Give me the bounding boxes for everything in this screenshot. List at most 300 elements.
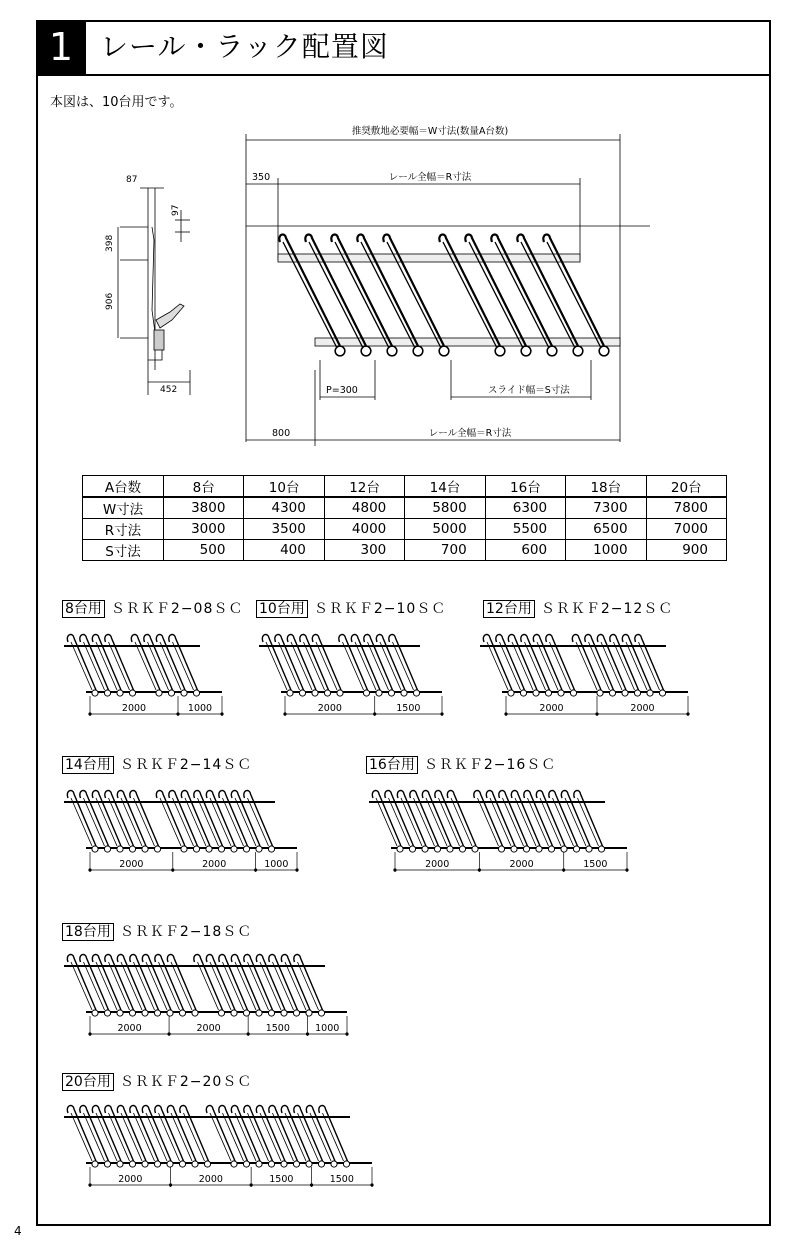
rack-arm-inner <box>184 1113 205 1161</box>
spec-header-cell: 8台 <box>164 476 244 498</box>
rack-bolt <box>318 1010 324 1016</box>
rack-bolt <box>536 846 542 852</box>
mini-dim-dot <box>686 712 689 715</box>
rack-arm-inner <box>601 642 622 690</box>
rack-bolt <box>168 690 174 696</box>
model-label-8 <box>62 598 243 618</box>
mini-dim-dot <box>167 1032 170 1035</box>
mini-dim-dot <box>295 868 298 871</box>
rack-bolt <box>508 690 514 696</box>
rack-arm-inner <box>160 642 181 690</box>
model-label-18 <box>62 921 252 941</box>
rack-arm-inner <box>109 642 130 690</box>
spec-cell: 7800 <box>646 497 726 519</box>
rack-arm-inner <box>71 642 92 690</box>
rack-bolt <box>299 690 305 696</box>
rack-arm-inner <box>414 798 435 846</box>
rack-arm-inner <box>96 642 117 690</box>
rack-arm-inner <box>235 1113 256 1161</box>
mini-dim-label: 2000 <box>539 703 564 714</box>
spec-cell: 7300 <box>566 497 646 519</box>
rack-bolt <box>117 1161 123 1167</box>
side-dim-97: 97 <box>171 204 181 216</box>
mini-dim-dot <box>504 712 507 715</box>
spec-table <box>82 475 727 561</box>
rack-bolt <box>520 690 526 696</box>
rack-arm-inner <box>223 798 244 846</box>
spec-header-cell: 12台 <box>324 476 404 498</box>
rack-bolt <box>92 846 98 852</box>
side-dim-906: 906 <box>105 292 115 310</box>
rack-arm-inner <box>565 798 586 846</box>
model-diagram-14 <box>60 778 350 886</box>
spec-row-w <box>83 497 727 519</box>
rack-arm-inner <box>109 1113 130 1161</box>
spec-header-cell: 18台 <box>566 476 646 498</box>
rack-bolt <box>293 1010 299 1016</box>
rack-bolt <box>104 1010 110 1016</box>
rack-bolt <box>570 690 576 696</box>
rack-bolt <box>154 846 160 852</box>
mini-dim-label: 1000 <box>315 1023 340 1034</box>
mini-dim-dot <box>283 712 286 715</box>
rack-arm-inner <box>96 962 117 1010</box>
rack-bolt <box>609 690 615 696</box>
rack-arm-inner <box>273 962 294 1010</box>
mini-dim-dot <box>625 868 628 871</box>
rack-bolt <box>231 1010 237 1016</box>
rack-arm-inner <box>71 962 92 1010</box>
rack-bolt <box>521 346 531 356</box>
rack-bolt <box>204 1161 210 1167</box>
rack-arm-inner <box>279 642 300 690</box>
mini-dim-label: 2000 <box>119 859 144 870</box>
rack-bolt <box>343 1161 349 1167</box>
main-rail-label-upper: レール全幅＝R寸法 <box>388 172 472 183</box>
model-count: 10台用 <box>256 600 308 618</box>
rack-arm-inner <box>71 1113 92 1161</box>
rack-arm-inner <box>578 798 599 846</box>
mini-dim-label: 2000 <box>196 1023 221 1034</box>
rack-bolt <box>388 690 394 696</box>
rack-bolt <box>533 690 539 696</box>
rack-arm-inner <box>173 642 194 690</box>
rack-bolt <box>647 690 653 696</box>
rack-bolt <box>306 1161 312 1167</box>
rack-bolt <box>167 1010 173 1016</box>
rack-bolt <box>318 1161 324 1167</box>
rack-bolt <box>218 846 224 852</box>
mini-dim-dot <box>169 1183 172 1186</box>
rack-arm-inner <box>210 1113 231 1161</box>
rack-bolt <box>598 846 604 852</box>
rack-bolt <box>363 690 369 696</box>
spec-cell: 700 <box>405 540 485 561</box>
side-dim-452: 452 <box>160 385 178 395</box>
rack-bolt <box>117 846 123 852</box>
rack-bolt <box>129 1161 135 1167</box>
rack-arm-inner <box>380 642 401 690</box>
rack-arm-inner <box>121 798 142 846</box>
spec-cell: 3800 <box>164 497 244 519</box>
mini-dim-dot <box>88 712 91 715</box>
main-offset-lower: 800 <box>272 428 291 439</box>
model-diagram-12 <box>476 622 716 730</box>
rack-bolt <box>104 846 110 852</box>
rack-bolt <box>634 690 640 696</box>
rack-bolt <box>397 846 403 852</box>
mini-dim-label: 1500 <box>265 1023 290 1034</box>
rack-bolt <box>142 846 148 852</box>
rack-arm-inner <box>171 1113 192 1161</box>
rack-bolt <box>409 846 415 852</box>
rack-arm-inner <box>503 798 524 846</box>
rack-arm-inner <box>146 962 167 1010</box>
rack-bolt <box>324 690 330 696</box>
rack-arm-inner <box>198 798 219 846</box>
rack-arm-inner <box>355 642 376 690</box>
rack-bolt <box>129 690 135 696</box>
rack-bolt <box>511 846 517 852</box>
spec-cell: 4000 <box>324 519 404 540</box>
side-dim-87: 87 <box>126 175 138 185</box>
rack-bolt <box>498 846 504 852</box>
model-label-16 <box>366 754 556 774</box>
rack-arm-inner <box>487 642 508 690</box>
rack-bolt <box>376 690 382 696</box>
rack-bolt <box>167 1161 173 1167</box>
rack-arm-inner <box>368 642 389 690</box>
section-number: 1 <box>36 20 86 74</box>
model-label-20 <box>62 1071 252 1091</box>
rack-bolt <box>439 346 449 356</box>
model-code: ＳＲＫＦ2−08ＳＣ <box>110 601 244 617</box>
section-title: レール・ラック配置図 <box>100 30 389 63</box>
mini-dim-dot <box>373 712 376 715</box>
rack-arm-inner <box>639 642 660 690</box>
rack-arm-inner <box>298 1113 319 1161</box>
rack-bolt <box>243 1161 249 1167</box>
rack-bolt <box>287 690 293 696</box>
rack-bolt <box>192 1161 198 1167</box>
model-diagram-18 <box>60 942 430 1050</box>
spec-row-s <box>83 540 727 561</box>
rack-arm-inner <box>439 798 460 846</box>
rack-bolt <box>459 846 465 852</box>
mini-dim-dot <box>562 868 565 871</box>
spec-header-cell: 20台 <box>646 476 726 498</box>
rack-arm-inner <box>285 1113 306 1161</box>
rack-arm-inner <box>134 1113 155 1161</box>
rack-bolt <box>361 346 371 356</box>
model-count: 14台用 <box>62 756 114 774</box>
rack-bolt <box>597 690 603 696</box>
rack-bolt <box>573 846 579 852</box>
rack-bolt <box>181 690 187 696</box>
rack-bolt <box>268 1161 274 1167</box>
rack-bolt <box>129 846 135 852</box>
mini-dim-dot <box>171 868 174 871</box>
rack-arm-inner <box>500 642 521 690</box>
rack-arm-inner <box>614 642 635 690</box>
model-code: ＳＲＫＦ2−18ＳＣ <box>119 924 253 940</box>
rack-arm-inner <box>537 642 558 690</box>
model-label-10 <box>256 598 446 618</box>
rack-arm-inner <box>389 798 410 846</box>
rack-arm-inner <box>248 1113 269 1161</box>
rack-bolt <box>268 1010 274 1016</box>
rack-arm-inner <box>451 798 472 846</box>
rack-bolt <box>243 846 249 852</box>
mini-dim-dot <box>306 1032 309 1035</box>
rack-bolt <box>472 846 478 852</box>
mini-dim-label: 2000 <box>198 1174 223 1185</box>
rack-arm-inner <box>478 798 499 846</box>
rack-arm-inner <box>84 642 105 690</box>
rack-arm-inner <box>223 962 244 1010</box>
rack-arm-inner <box>576 642 597 690</box>
model-count: 18台用 <box>62 923 114 941</box>
rack-arm-inner <box>426 798 447 846</box>
rack-bolt <box>561 846 567 852</box>
rack-arm-inner <box>84 798 105 846</box>
rack-bolt <box>331 1161 337 1167</box>
rack-arm-inner <box>553 798 574 846</box>
spec-cell: 5800 <box>405 497 485 519</box>
mini-dim-dot <box>220 712 223 715</box>
mini-dim-dot <box>440 712 443 715</box>
page-number: 4 <box>14 1224 22 1238</box>
rack-arm-inner <box>109 798 130 846</box>
rack-arm-inner <box>393 642 414 690</box>
rack-bolt <box>179 1010 185 1016</box>
rack-arm-inner <box>323 1113 344 1161</box>
rack-arm-inner <box>159 962 180 1010</box>
rack-bolt <box>337 690 343 696</box>
rack-arm-inner <box>304 642 325 690</box>
rack-arm-inner <box>134 798 155 846</box>
rack-bolt <box>117 1010 123 1016</box>
rack-arm-inner <box>291 642 312 690</box>
rack-bolt <box>117 690 123 696</box>
rack-arm-inner <box>235 962 256 1010</box>
rack-arm-inner <box>223 1113 244 1161</box>
rack-bolt <box>545 690 551 696</box>
rack-arm-inner <box>159 1113 180 1161</box>
rack-arm-inner <box>401 798 422 846</box>
spec-cell: 600 <box>485 540 565 561</box>
rack-arm-inner <box>515 798 536 846</box>
rack-arm-inner <box>210 798 231 846</box>
mini-dim-dot <box>250 1183 253 1186</box>
mini-dim-dot <box>88 868 91 871</box>
rack-arm-inner <box>160 798 181 846</box>
rack-bolt <box>413 690 419 696</box>
spec-cell: 3500 <box>244 519 324 540</box>
mini-dim-label: 2000 <box>509 859 534 870</box>
model-count: 8台用 <box>62 600 105 618</box>
model-diagram-10 <box>255 622 470 730</box>
rack-bolt <box>104 1161 110 1167</box>
rack-bolt <box>129 1010 135 1016</box>
mini-dim-label: 1500 <box>269 1174 294 1185</box>
rack-bolt <box>192 1010 198 1016</box>
rack-bolt <box>193 846 199 852</box>
rack-bolt <box>281 1161 287 1167</box>
mini-dim-label: 2000 <box>425 859 450 870</box>
model-diagram-16 <box>365 778 680 886</box>
rack-arm-inner <box>121 1113 142 1161</box>
rack-bolt <box>193 690 199 696</box>
rack-bolt <box>92 690 98 696</box>
model-diagram-20 <box>60 1093 430 1201</box>
main-pitch-label: P=300 <box>326 385 358 396</box>
mini-dim-dot <box>345 1032 348 1035</box>
rack-arm-inner <box>71 798 92 846</box>
model-code: ＳＲＫＦ2−12ＳＣ <box>540 601 674 617</box>
rack-bolt <box>659 690 665 696</box>
side-dim-398: 398 <box>105 234 115 252</box>
rack-bolt <box>422 846 428 852</box>
spec-row-r <box>83 519 727 540</box>
mini-dim-label: 1500 <box>583 859 608 870</box>
rack-bolt <box>206 846 212 852</box>
spec-cell: 4300 <box>244 497 324 519</box>
rack-arm-inner <box>298 962 319 1010</box>
spec-row-label: W寸法 <box>83 497 164 519</box>
spec-cell: 5000 <box>405 519 485 540</box>
spec-header-row <box>83 476 727 498</box>
rack-bolt <box>104 690 110 696</box>
spec-cell: 3000 <box>164 519 244 540</box>
rack-arm-inner <box>173 798 194 846</box>
mini-dim-dot <box>370 1183 373 1186</box>
mini-dim-label: 2000 <box>117 1023 142 1034</box>
spec-cell: 6500 <box>566 519 646 540</box>
rack-arm-inner <box>512 642 533 690</box>
rack-arm-inner <box>248 962 269 1010</box>
mini-dim-label: 2000 <box>202 859 227 870</box>
mini-dim-dot <box>176 712 179 715</box>
rack-bolt <box>306 1010 312 1016</box>
rack-arm-inner <box>185 798 206 846</box>
rack-bolt <box>335 346 345 356</box>
rack-bolt <box>179 1161 185 1167</box>
rack-bolt <box>156 690 162 696</box>
spec-cell: 300 <box>324 540 404 561</box>
rack-bolt <box>413 346 423 356</box>
mini-dim-label: 2000 <box>118 1174 143 1185</box>
mini-dim-dot <box>478 868 481 871</box>
intro-text: 本図は、10台用です。 <box>50 95 183 110</box>
mini-dim-dot <box>595 712 598 715</box>
rack-arm-inner <box>343 642 364 690</box>
rack-bolt <box>447 846 453 852</box>
rack-arm-inner <box>540 798 561 846</box>
model-diagram-8 <box>60 622 250 730</box>
mini-dim-dot <box>88 1183 91 1186</box>
rack-bolt <box>293 1161 299 1167</box>
mini-dim-label: 1000 <box>264 859 289 870</box>
rack-arm-inner <box>146 1113 167 1161</box>
main-rail-label-lower: レール全幅＝R寸法 <box>428 428 512 439</box>
rack-arm-inner <box>134 962 155 1010</box>
rack-bolt <box>231 1161 237 1167</box>
main-plan-diagram <box>230 120 660 450</box>
mini-dim-dot <box>247 1032 250 1035</box>
rack-arm-inner <box>96 1113 117 1161</box>
rack-arm-inner <box>210 962 231 1010</box>
rack-bolt <box>256 1010 262 1016</box>
rack-arm-inner <box>316 642 337 690</box>
rack-bolt <box>599 346 609 356</box>
spec-cell: 5500 <box>485 519 565 540</box>
spec-header-cell: 10台 <box>244 476 324 498</box>
rack-arm-inner <box>198 962 219 1010</box>
rack-arm-inner <box>310 1113 331 1161</box>
mini-dim-dot <box>310 1183 313 1186</box>
rack-bolt <box>523 846 529 852</box>
rack-bolt <box>256 1161 262 1167</box>
rack-arm-inner <box>260 962 281 1010</box>
rack-arm-inner <box>550 642 571 690</box>
rack-bolt <box>434 846 440 852</box>
section-header <box>36 20 771 76</box>
spec-cell: 1000 <box>566 540 646 561</box>
main-top-label: 推奨敷地必要幅＝W寸法(数量A台数) <box>351 126 509 137</box>
spec-header-cell: A台数 <box>83 476 164 498</box>
rack-bolt <box>548 846 554 852</box>
spec-header-cell: 14台 <box>405 476 485 498</box>
model-label-12 <box>483 598 673 618</box>
rack-bolt <box>256 846 262 852</box>
model-code: ＳＲＫＦ2−20ＳＣ <box>119 1074 253 1090</box>
mini-dim-dot <box>393 868 396 871</box>
side-view-diagram <box>100 170 200 400</box>
model-count: 20台用 <box>62 1073 114 1091</box>
rack-bolt <box>387 346 397 356</box>
rack-bolt <box>573 346 583 356</box>
mini-dim-label: 2000 <box>630 703 655 714</box>
spec-row-label: S寸法 <box>83 540 164 561</box>
mini-dim-label: 2000 <box>317 703 342 714</box>
rack-arm-inner <box>525 642 546 690</box>
rack-bolt <box>218 1010 224 1016</box>
rack-bolt <box>142 1010 148 1016</box>
rack-bolt <box>622 690 628 696</box>
rack-arm-inner <box>248 798 269 846</box>
spec-cell: 4800 <box>324 497 404 519</box>
rack-arm-inner <box>235 798 256 846</box>
rack-bolt <box>142 1161 148 1167</box>
mini-dim-label: 1500 <box>396 703 421 714</box>
rack-bolt <box>312 690 318 696</box>
mini-dim-label: 1500 <box>329 1174 354 1185</box>
rack-bolt <box>181 846 187 852</box>
rack-bolt <box>268 846 274 852</box>
model-label-14 <box>62 754 252 774</box>
rack-bolt <box>92 1010 98 1016</box>
rack-arm-inner <box>626 642 647 690</box>
rack-arm-inner <box>528 798 549 846</box>
rack-bolt <box>401 690 407 696</box>
mini-dim-dot <box>88 1032 91 1035</box>
rack-bolt <box>154 1010 160 1016</box>
spec-cell: 6300 <box>485 497 565 519</box>
main-slide-label: スライド幅＝S寸法 <box>488 385 570 396</box>
rack-bolt <box>586 846 592 852</box>
rack-arm-inner <box>135 642 156 690</box>
